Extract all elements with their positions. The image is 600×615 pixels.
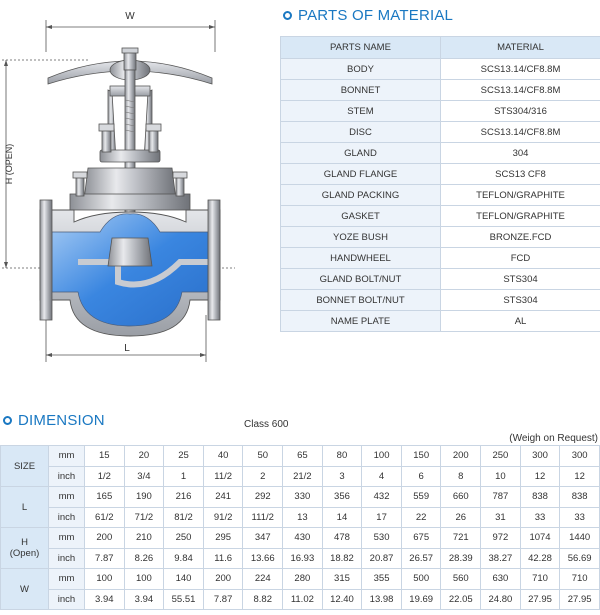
parts-table-body <box>281 59 600 332</box>
dimension-value: 200 <box>85 528 125 549</box>
dimension-value: 55.51 <box>164 589 204 610</box>
dimension-value: 10 <box>481 466 521 487</box>
part-name: GLAND FLANGE <box>281 164 441 185</box>
dimension-value: 3/4 <box>124 466 164 487</box>
dimension-value: 33 <box>520 507 560 528</box>
dimension-value: 660 <box>441 487 481 508</box>
disc <box>108 238 152 266</box>
col-material: MATERIAL <box>441 37 600 59</box>
dimension-value: 165 <box>85 487 125 508</box>
part-material: AL <box>441 311 600 332</box>
dimension-section-heading <box>3 412 105 429</box>
part-material: SCS13.14/CF8.8M <box>441 59 600 80</box>
dimension-value: 315 <box>322 569 362 590</box>
dimension-value: 250 <box>164 528 204 549</box>
bonnet <box>70 168 190 210</box>
parts-row <box>281 269 600 290</box>
dimension-value: 347 <box>243 528 283 549</box>
dimension-group-label <box>1 446 49 487</box>
part-name: BONNET BOLT/NUT <box>281 290 441 311</box>
dimension-value: 13.98 <box>362 589 402 610</box>
bullet-icon <box>283 11 292 20</box>
parts-row <box>281 143 600 164</box>
part-name: NAME PLATE <box>281 311 441 332</box>
dimension-value: 100 <box>85 569 125 590</box>
parts-row <box>281 206 600 227</box>
dimension-value: 3 <box>322 466 362 487</box>
dimension-value: 25 <box>164 446 204 467</box>
dimension-value: 33 <box>560 507 600 528</box>
dimension-value: 24.80 <box>481 589 521 610</box>
unit-cell: mm <box>49 487 85 508</box>
dimension-group-label-line: (Open) <box>9 548 40 559</box>
part-name: HANDWHEEL <box>281 248 441 269</box>
dimension-value: 17 <box>362 507 402 528</box>
part-name: DISC <box>281 122 441 143</box>
weight-note: (Weigh on Request) <box>509 433 598 444</box>
dimension-value: 27.95 <box>520 589 560 610</box>
dimension-value: 300 <box>520 446 560 467</box>
unit-cell: inch <box>49 466 85 487</box>
dimension-value: 20 <box>124 446 164 467</box>
parts-heading-text: PARTS OF MATERIAL <box>298 7 454 24</box>
dimension-value: 11/2 <box>203 466 243 487</box>
dimension-value: 8.26 <box>124 548 164 569</box>
dimension-row <box>1 589 600 610</box>
dimension-value: 26.57 <box>401 548 441 569</box>
dimension-value: 200 <box>203 569 243 590</box>
dimension-value: 478 <box>322 528 362 549</box>
unit-cell: inch <box>49 548 85 569</box>
dimension-value: 430 <box>283 528 323 549</box>
dimension-group-label <box>1 487 49 528</box>
parts-row <box>281 122 600 143</box>
dimension-value: 4 <box>362 466 402 487</box>
parts-table-header <box>281 37 600 59</box>
dimension-value: 56.69 <box>560 548 600 569</box>
dimension-value: 559 <box>401 487 441 508</box>
part-material: STS304/316 <box>441 101 600 122</box>
part-name: GLAND <box>281 143 441 164</box>
dimension-value: 13.66 <box>243 548 283 569</box>
dimension-value: 200 <box>441 446 481 467</box>
dimension-value: 81/2 <box>164 507 204 528</box>
dimension-value: 11.6 <box>203 548 243 569</box>
dimension-value: 710 <box>560 569 600 590</box>
bullet-icon <box>3 416 12 425</box>
dimension-row <box>1 487 600 508</box>
part-name: GLAND PACKING <box>281 185 441 206</box>
part-material: FCD <box>441 248 600 269</box>
dimension-value: 11.02 <box>283 589 323 610</box>
dimension-value: 14 <box>322 507 362 528</box>
part-name: BODY <box>281 59 441 80</box>
dimension-row <box>1 466 600 487</box>
dimension-value: 22.05 <box>441 589 481 610</box>
dimension-value: 6 <box>401 466 441 487</box>
dimension-value: 500 <box>401 569 441 590</box>
dimension-value: 27.95 <box>560 589 600 610</box>
dimension-value: 42.28 <box>520 548 560 569</box>
dimension-value: 356 <box>322 487 362 508</box>
dimension-value: 50 <box>243 446 283 467</box>
dimension-value: 20.87 <box>362 548 402 569</box>
dimension-value: 3.94 <box>124 589 164 610</box>
dimension-value: 1 <box>164 466 204 487</box>
dimension-value: 18.82 <box>322 548 362 569</box>
dimension-heading-text: DIMENSION <box>18 412 105 429</box>
dimension-value: 15 <box>85 446 125 467</box>
dimension-value: 292 <box>243 487 283 508</box>
parts-row <box>281 311 600 332</box>
part-name: GASKET <box>281 206 441 227</box>
dimension-value: 7.87 <box>85 548 125 569</box>
parts-material-table <box>280 36 600 332</box>
dimension-group-label <box>1 528 49 569</box>
part-material: SCS13.14/CF8.8M <box>441 122 600 143</box>
dimension-value: 9.84 <box>164 548 204 569</box>
globe-valve-drawing <box>0 0 280 380</box>
dimension-value: 1074 <box>520 528 560 549</box>
part-name: YOZE BUSH <box>281 227 441 248</box>
dimension-value: 210 <box>124 528 164 549</box>
dimension-value: 8 <box>441 466 481 487</box>
unit-cell: mm <box>49 569 85 590</box>
part-material: STS304 <box>441 290 600 311</box>
dimension-value: 1/2 <box>85 466 125 487</box>
part-material: SCS13.14/CF8.8M <box>441 80 600 101</box>
dimension-value: 241 <box>203 487 243 508</box>
part-material: TEFLON/GRAPHITE <box>441 185 600 206</box>
parts-row <box>281 101 600 122</box>
dimension-value: 26 <box>441 507 481 528</box>
parts-row <box>281 290 600 311</box>
dimension-value: 12.40 <box>322 589 362 610</box>
dimension-value: 8.82 <box>243 589 283 610</box>
dimension-value: 100 <box>124 569 164 590</box>
parts-row <box>281 59 600 80</box>
part-name: BONNET <box>281 80 441 101</box>
dimension-value: 65 <box>283 446 323 467</box>
dimension-value: 22 <box>401 507 441 528</box>
col-parts-name: PARTS NAME <box>281 37 441 59</box>
dimension-value: 300 <box>560 446 600 467</box>
part-name: GLAND BOLT/NUT <box>281 269 441 290</box>
dimension-table <box>0 445 600 610</box>
dimension-value: 432 <box>362 487 402 508</box>
dimension-value: 560 <box>441 569 481 590</box>
dimension-value: 250 <box>481 446 521 467</box>
dimension-value: 721 <box>441 528 481 549</box>
dimension-value: 838 <box>520 487 560 508</box>
unit-cell: inch <box>49 589 85 610</box>
dimension-value: 40 <box>203 446 243 467</box>
dimension-row <box>1 548 600 569</box>
dimension-value: 2 <box>243 466 283 487</box>
dimension-value: 295 <box>203 528 243 549</box>
parts-row <box>281 164 600 185</box>
dimension-value: 3.94 <box>85 589 125 610</box>
dimension-value: 710 <box>520 569 560 590</box>
pressure-class-label: Class 600 <box>244 419 289 430</box>
dimension-value: 21/2 <box>283 466 323 487</box>
parts-row <box>281 227 600 248</box>
dimension-row <box>1 569 600 590</box>
dimension-value: 12 <box>520 466 560 487</box>
dimension-table-body <box>1 446 600 610</box>
dimension-value: 31 <box>481 507 521 528</box>
dimension-value: 530 <box>362 528 402 549</box>
dimension-value: 111/2 <box>243 507 283 528</box>
part-name: STEM <box>281 101 441 122</box>
dimension-value: 16.93 <box>283 548 323 569</box>
dimension-value: 330 <box>283 487 323 508</box>
parts-row <box>281 80 600 101</box>
dimension-value: 80 <box>322 446 362 467</box>
dimension-value: 7.87 <box>203 589 243 610</box>
dimension-value: 355 <box>362 569 402 590</box>
dimension-group-label <box>1 569 49 610</box>
dimension-value: 675 <box>401 528 441 549</box>
dimension-value: 1440 <box>560 528 600 549</box>
dimension-value: 71/2 <box>124 507 164 528</box>
dimension-value: 190 <box>124 487 164 508</box>
dimension-group-label-line: L <box>21 501 28 513</box>
dimension-value: 150 <box>401 446 441 467</box>
dimension-row <box>1 507 600 528</box>
dimension-value: 12 <box>560 466 600 487</box>
dimension-value: 19.69 <box>401 589 441 610</box>
dimension-value: 630 <box>481 569 521 590</box>
parts-row <box>281 248 600 269</box>
dimension-value: 100 <box>362 446 402 467</box>
dimension-value: 28.39 <box>441 548 481 569</box>
unit-cell: mm <box>49 446 85 467</box>
dimension-value: 38.27 <box>481 548 521 569</box>
dimension-row <box>1 446 600 467</box>
dimension-label-w: W <box>125 11 135 22</box>
dimension-value: 972 <box>481 528 521 549</box>
dimension-value: 787 <box>481 487 521 508</box>
dimension-value: 61/2 <box>85 507 125 528</box>
dimension-group-label-line: H <box>21 537 28 548</box>
part-material: SCS13 CF8 <box>441 164 600 185</box>
part-material: TEFLON/GRAPHITE <box>441 206 600 227</box>
part-material: BRONZE.FCD <box>441 227 600 248</box>
dimension-group-label-line: SIZE <box>13 460 36 472</box>
valve-body <box>40 200 220 336</box>
dimension-value: 224 <box>243 569 283 590</box>
unit-cell: mm <box>49 528 85 549</box>
dimension-value: 91/2 <box>203 507 243 528</box>
dimension-value: 13 <box>283 507 323 528</box>
dimension-row <box>1 528 600 549</box>
dimension-group-label-line: W <box>20 583 29 595</box>
dimension-label-h: H (OPEN) <box>4 143 14 185</box>
dimension-value: 216 <box>164 487 204 508</box>
part-material: 304 <box>441 143 600 164</box>
parts-section-heading <box>283 7 453 24</box>
dimension-label-l: L <box>124 343 130 354</box>
dimension-value: 838 <box>560 487 600 508</box>
dimension-value: 140 <box>164 569 204 590</box>
dimension-value: 280 <box>283 569 323 590</box>
unit-cell: inch <box>49 507 85 528</box>
parts-row <box>281 185 600 206</box>
part-material: STS304 <box>441 269 600 290</box>
